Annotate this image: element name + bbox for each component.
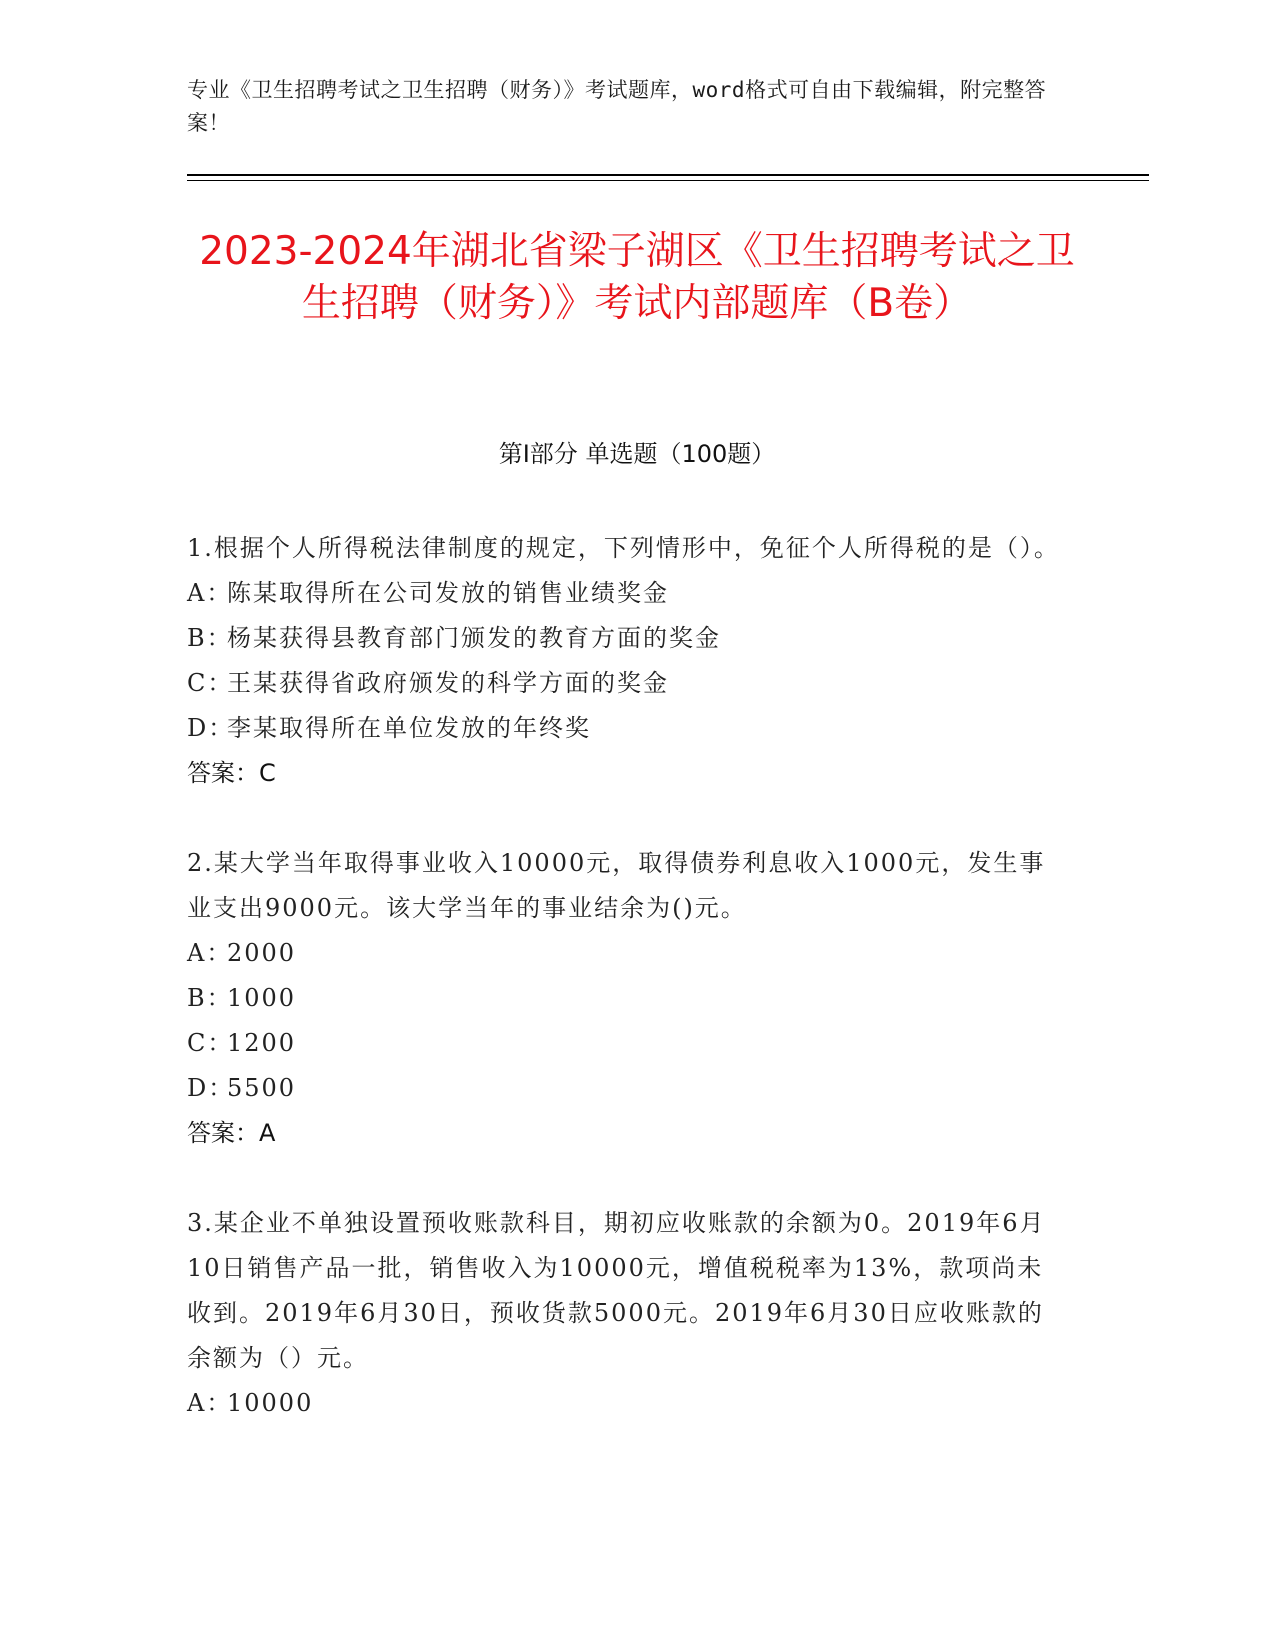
question-stem: 2.某大学当年取得事业收入10000元，取得债券利息收入1000元，发生事业支出9000元。该大学当年的事业结余为()元。 (187, 849, 1046, 922)
option-text: 1200 (227, 1029, 297, 1057)
question-1 (187, 526, 1067, 796)
option-text: 王某获得省政府颁发的科学方面的奖金 (227, 669, 669, 697)
option-key: B： (187, 624, 233, 652)
header-note: 专业《卫生招聘考试之卫生招聘（财务）》考试题库，word格式可自由下载编辑，附完整答案！ (187, 78, 1047, 135)
option-key: C： (187, 1029, 234, 1057)
question-stem: 1.根据个人所得税法律制度的规定，下列情形中，免征个人所得税的是（）。 (187, 534, 1060, 562)
header-divider-thick (187, 174, 1149, 176)
option-c (187, 661, 1067, 706)
option-d (187, 706, 1067, 751)
option-key: B： (187, 984, 233, 1012)
answer: 答案：A (187, 1119, 276, 1147)
option-text: 陈某取得所在公司发放的销售业绩奖金 (227, 579, 669, 607)
option-a (187, 931, 1067, 976)
option-text: 李某取得所在单位发放的年终奖 (227, 714, 591, 742)
option-key: A： (187, 939, 233, 967)
option-b (187, 616, 1067, 661)
question-2 (187, 841, 1067, 1156)
option-key: A： (187, 1389, 233, 1417)
section-title: 第Ⅰ部分 单选题（100题） (498, 440, 776, 468)
option-text: 2000 (227, 939, 297, 967)
option-text: 5500 (227, 1074, 297, 1102)
option-text: 10000 (227, 1389, 314, 1417)
document-title: 2023-2024年湖北省梁子湖区《卫生招聘考试之卫生招聘（财务）》考试内部题库（B卷） (199, 229, 1075, 326)
option-b (187, 976, 1067, 1021)
option-a (187, 571, 1067, 616)
option-key: C： (187, 669, 234, 697)
question-list (187, 526, 1067, 1471)
header-divider-thin (187, 180, 1149, 181)
option-c (187, 1021, 1067, 1066)
option-key: D： (187, 714, 235, 742)
question-3 (187, 1201, 1067, 1426)
option-d (187, 1066, 1067, 1111)
option-text: 杨某获得县教育部门颁发的教育方面的奖金 (227, 624, 721, 652)
option-a (187, 1381, 1067, 1426)
question-stem: 3.某企业不单独设置预收账款科目，期初应收账款的余额为0。2019年6月10日销售产品一批，销售收入为10000元，增值税税率为13%，款项尚未收到。2019年6月30日，预收货款5000元。2019年6月30日应收账款的余额为（）元。 (187, 1209, 1046, 1372)
option-key: D： (187, 1074, 235, 1102)
answer: 答案：C (187, 759, 276, 787)
option-key: A： (187, 579, 233, 607)
option-text: 1000 (227, 984, 297, 1012)
